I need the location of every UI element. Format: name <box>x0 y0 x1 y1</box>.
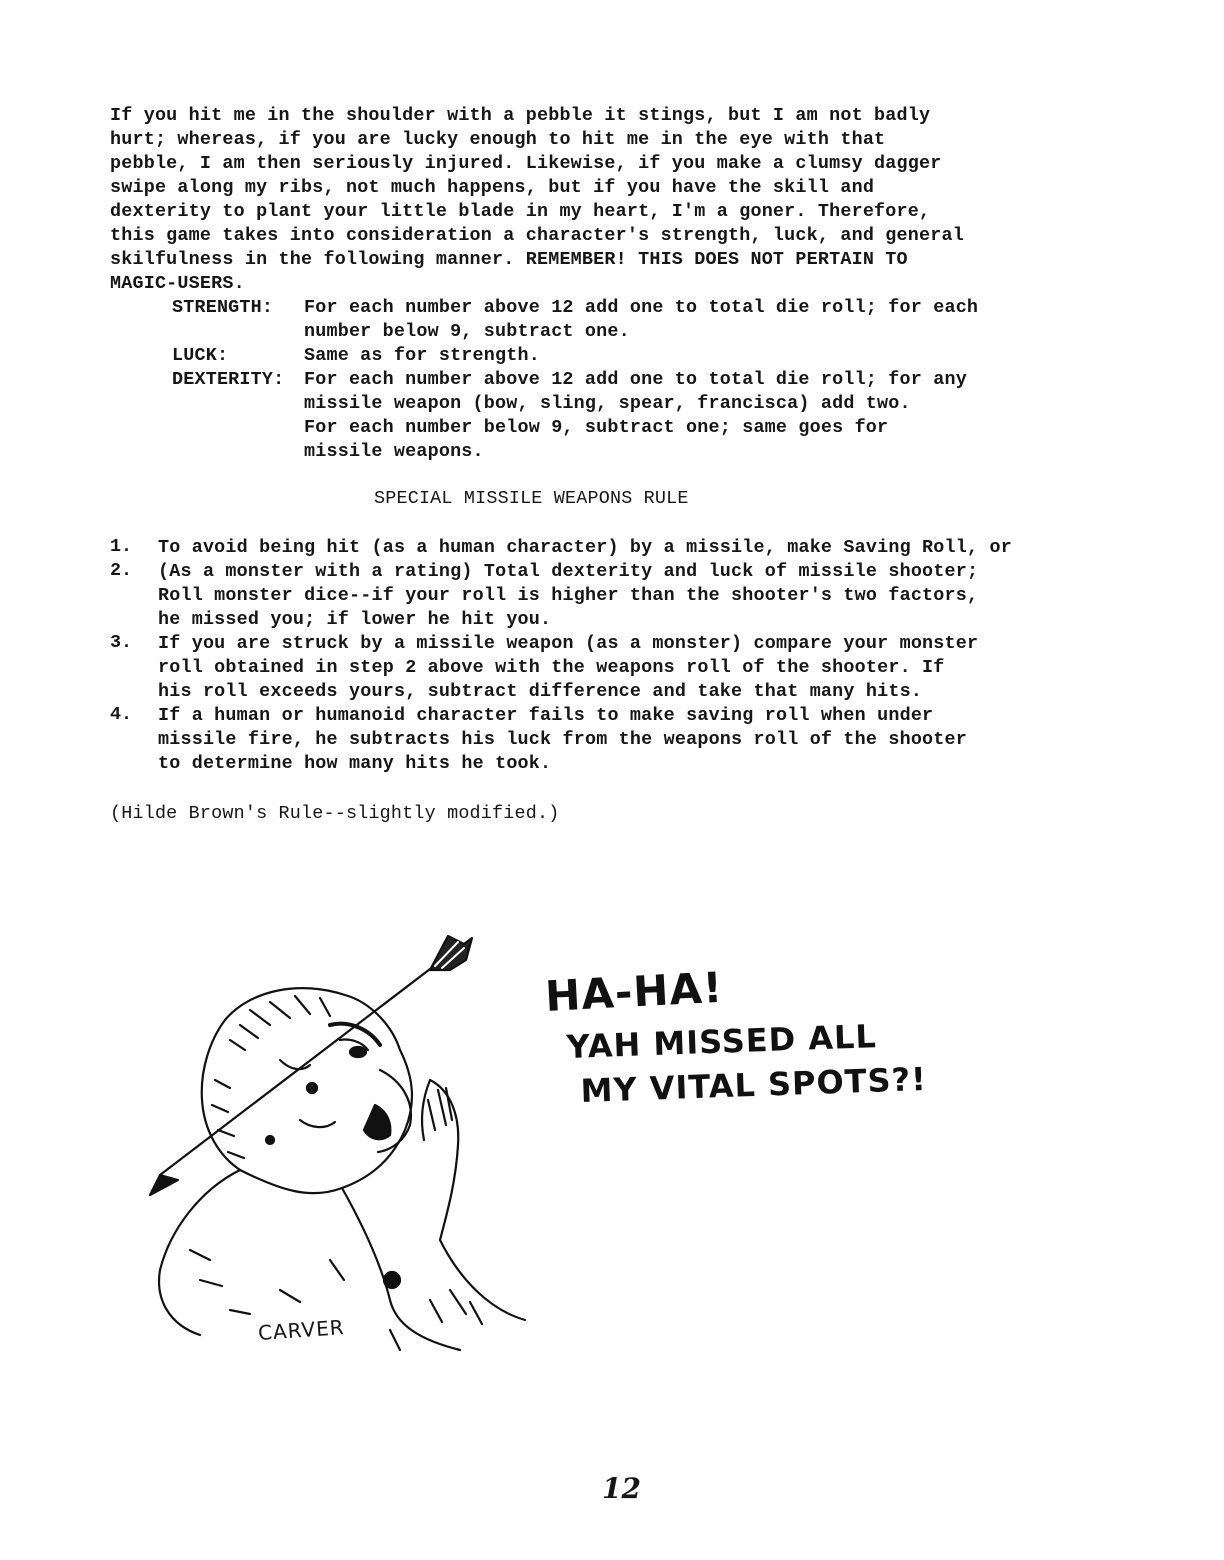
rule-line: If a human or humanoid character fails to make saving roll when under <box>158 705 934 726</box>
caption-line-3: MY VITAL SPOTS?! <box>580 1059 928 1110</box>
caption-line-2: YAH MISSED ALL <box>566 1017 878 1066</box>
rule-line: Roll monster dice--if your roll is higher than the shooter's two factors, <box>158 585 979 606</box>
paragraph-line: skilfulness in the following manner. REMEMBER! THIS DOES NOT PERTAIN TO <box>110 249 908 270</box>
rule-line: roll obtained in step 2 above with the weapons roll of the shooter. If <box>158 657 945 678</box>
arrow-head <box>150 1175 178 1195</box>
rule-line: he missed you; if lower he hit you. <box>158 609 552 630</box>
attribute-label-luck: LUCK: <box>172 345 229 366</box>
rule-number: 3. <box>110 632 133 653</box>
paragraph-line: this game takes into consideration a character's strength, luck, and general <box>110 225 964 246</box>
rule-credit: (Hilde Brown's Rule--slightly modified.) <box>110 803 560 824</box>
rule-number: 2. <box>110 560 133 581</box>
attribute-text: For each number above 12 add one to total die roll; for each <box>304 297 979 318</box>
rule-line: To avoid being hit (as a human character) by a missile, make Saving Roll, or <box>158 537 1012 558</box>
attribute-text: missile weapons. <box>304 441 484 462</box>
paragraph-line: dexterity to plant your little blade in my heart, I'm a goner. Therefore, <box>110 201 931 222</box>
artist-signature: CARVER <box>257 1315 346 1345</box>
rule-line: (As a monster with a rating) Total dexterity and luck of missile shooter; <box>158 561 979 582</box>
attribute-label-dexterity: DEXTERITY: <box>172 369 285 390</box>
rule-number: 4. <box>110 704 133 725</box>
paragraph-line: hurt; whereas, if you are lucky enough to hit me in the eye with that <box>110 129 886 150</box>
caption-line-1: HA-HA! <box>544 962 725 1021</box>
attribute-text: Same as for strength. <box>304 345 540 366</box>
attribute-text: For each number above 12 add one to total die roll; for any <box>304 369 967 390</box>
monster-illustration <box>130 930 550 1360</box>
arrow-shaft <box>160 950 455 1175</box>
attribute-label-strength: STRENGTH: <box>172 297 274 318</box>
rule-number: 1. <box>110 536 133 557</box>
paragraph-line: swipe along my ribs, not much happens, but if you have the skill and <box>110 177 875 198</box>
rule-line: If you are struck by a missile weapon (as a monster) compare your monster <box>158 633 979 654</box>
paragraph-line: MAGIC-USERS. <box>110 273 245 294</box>
attribute-text: For each number below 9, subtract one; same goes for <box>304 417 889 438</box>
rule-line: to determine how many hits he took. <box>158 753 552 774</box>
rule-line: his roll exceeds yours, subtract difference and take that many hits. <box>158 681 923 702</box>
paragraph-line: pebble, I am then seriously injured. Likewise, if you make a clumsy dagger <box>110 153 942 174</box>
paragraph-line: If you hit me in the shoulder with a pebble it stings, but I am not badly <box>110 105 931 126</box>
rule-line: missile fire, he subtracts his luck from the weapons roll of the shooter <box>158 729 968 750</box>
attribute-text: missile weapon (bow, sling, spear, francisca) add two. <box>304 393 911 414</box>
attribute-text: number below 9, subtract one. <box>304 321 630 342</box>
page-number: 12 <box>602 1472 641 1505</box>
section-title: SPECIAL MISSILE WEAPONS RULE <box>374 488 689 509</box>
